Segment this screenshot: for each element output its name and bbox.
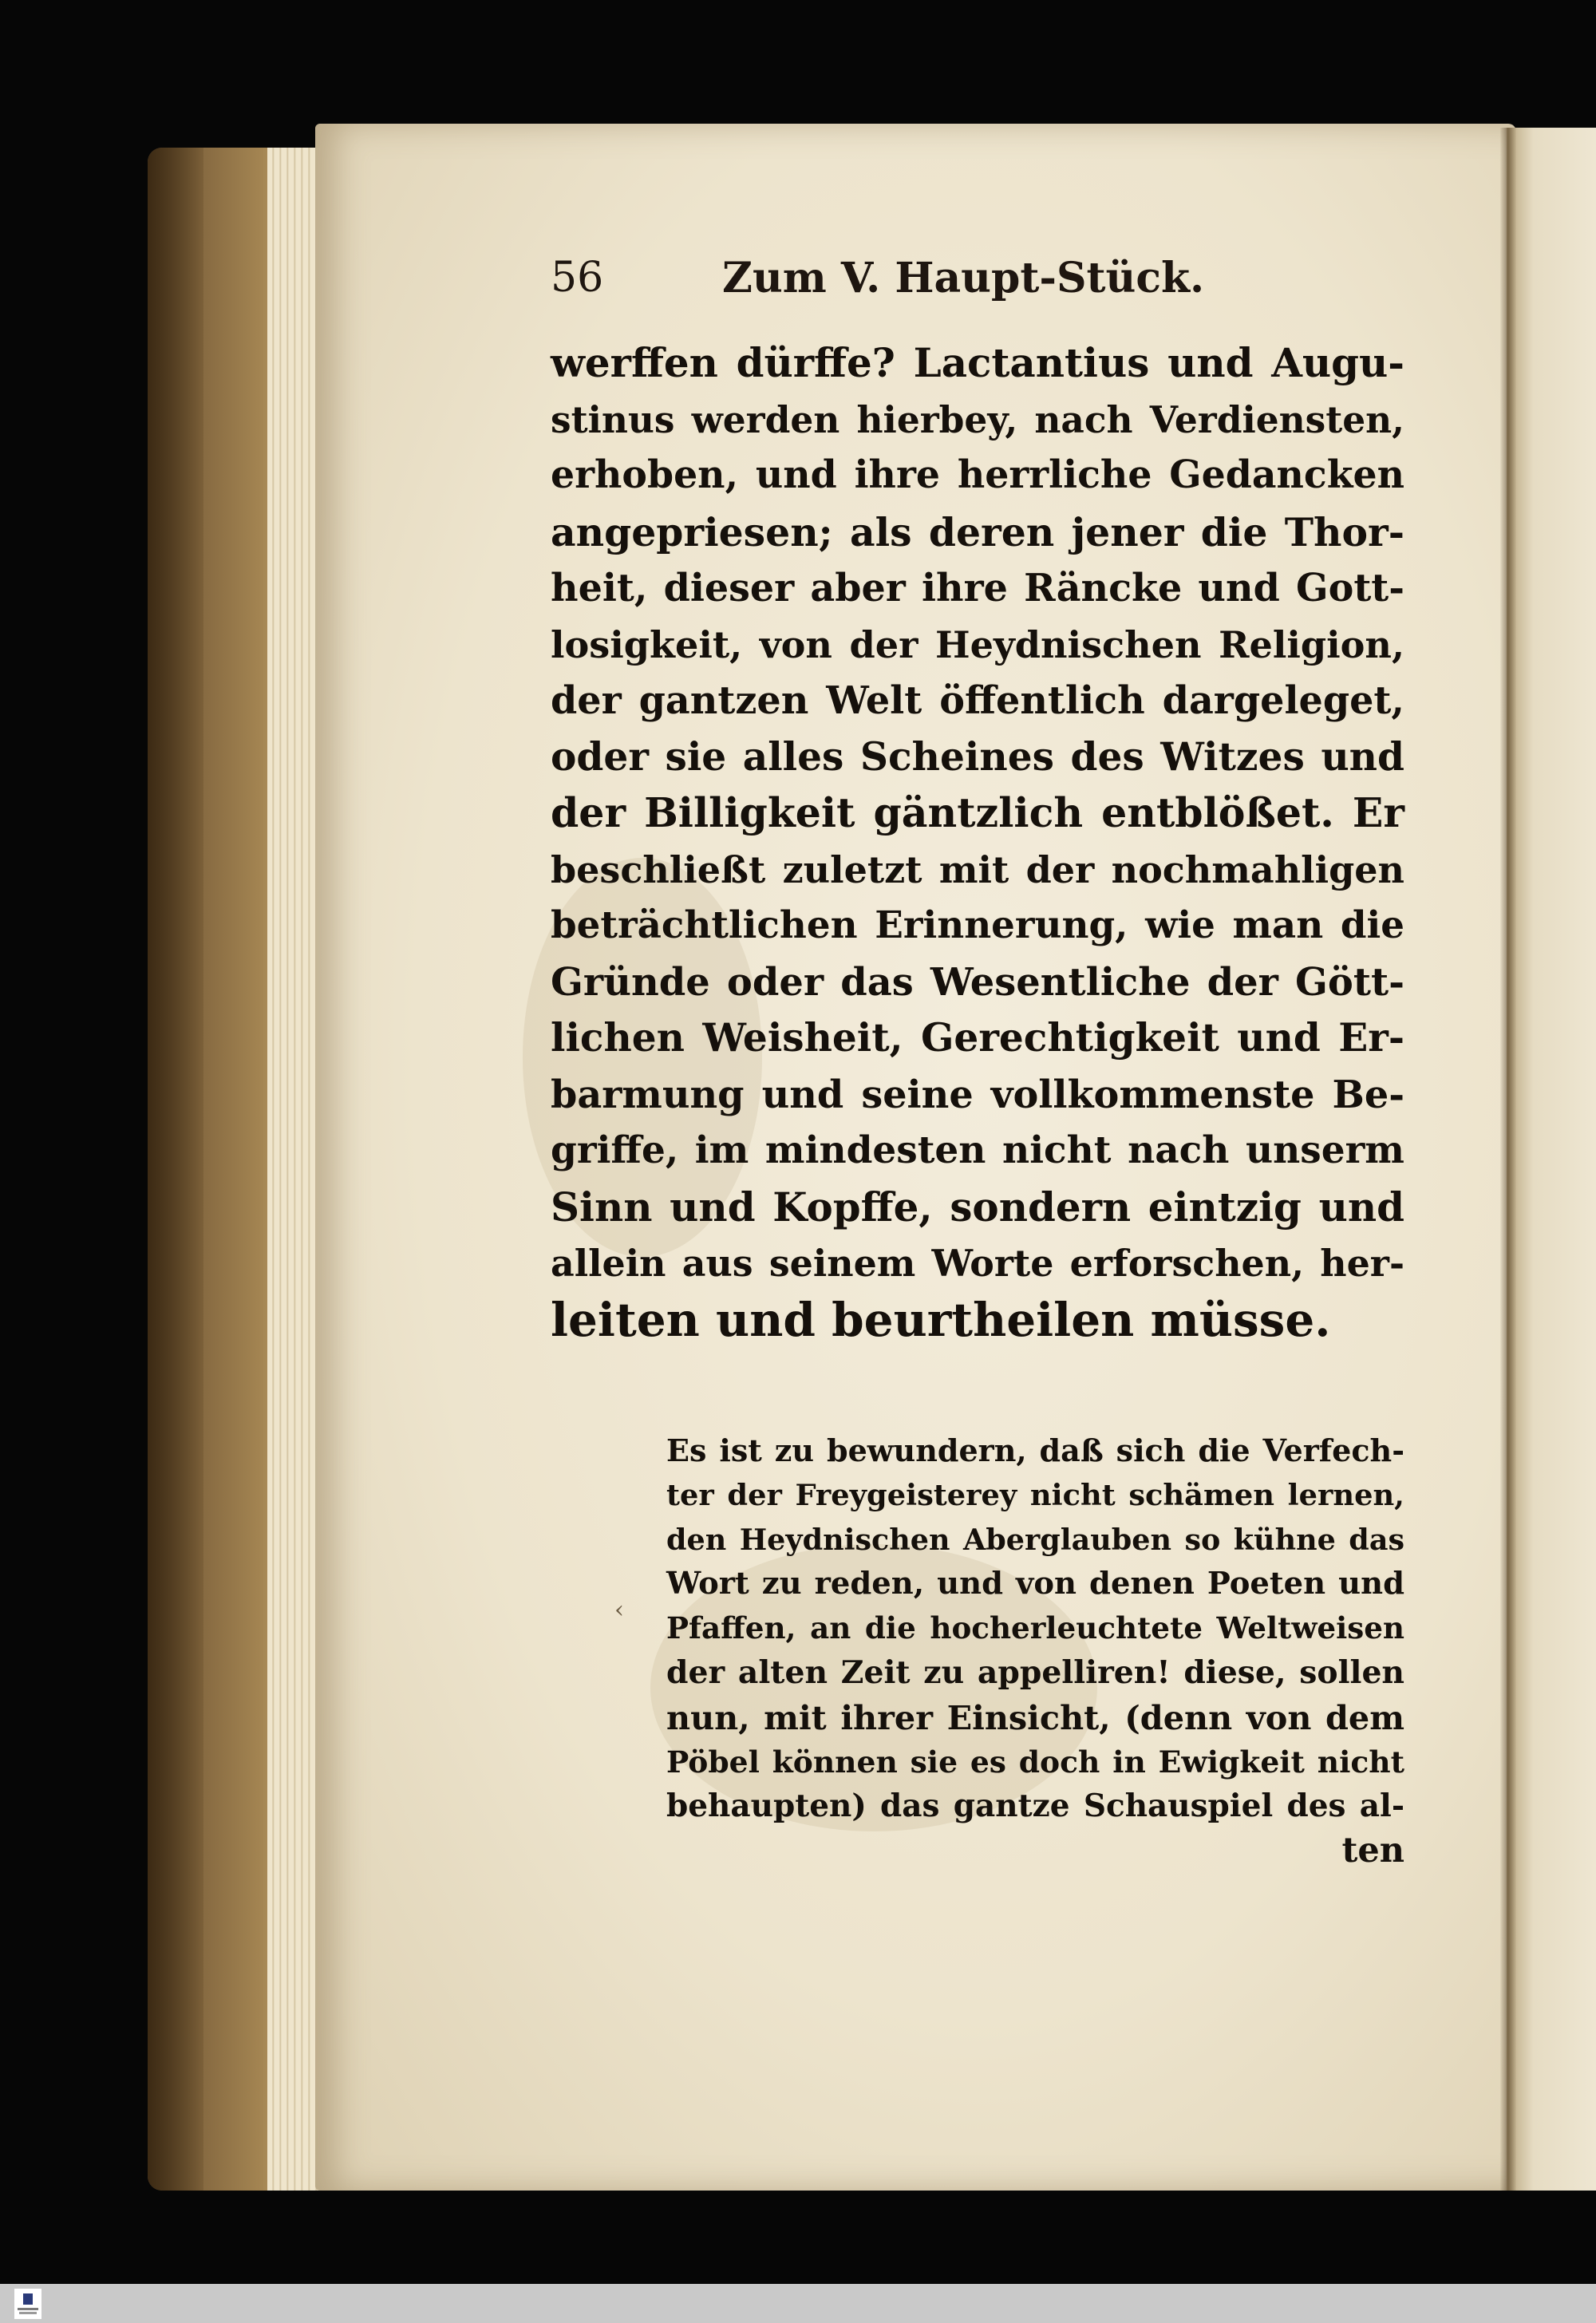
text-line: Sinn und Kopffe, sondern eintzig und [551, 1183, 1404, 1231]
logo-text-stroke [19, 2312, 37, 2314]
text-line: der Billigkeit gäntzlich entblößet. Er [551, 789, 1404, 836]
text-line: stinus werden hierbey, nach Verdiensten, [551, 397, 1404, 441]
catchword: ten [1341, 1831, 1404, 1871]
text-line: Gründe oder das Wesentliche der Gött- [551, 959, 1404, 1005]
text-line: beschließt zuletzt mit der nochmahligen [551, 847, 1404, 891]
text-line: beträchtlichen Erinnerung, wie man die [551, 903, 1404, 947]
note-line: behaupten) das gantze Schauspiel des al- [666, 1788, 1404, 1825]
facing-page-edge [1507, 128, 1596, 2191]
text-line: heit, dieser aber ihre Räncke und Gott- [551, 566, 1404, 610]
text-line: der gantzen Welt öffentlich dargeleget, [551, 678, 1404, 723]
note-line: Pöbel können sie es doch in Ewigkeit nicht [666, 1744, 1404, 1780]
viewer-footer-bar [0, 2284, 1596, 2323]
text-line: erhoben, und ihre herrliche Gedancken [551, 453, 1404, 497]
note-line: Pfaffen, an die hocherleuchtete Weltweisen [666, 1610, 1404, 1646]
text-line: angepriesen; als deren jener die Thor- [551, 508, 1404, 555]
note-line: Es ist zu bewundern, daß sich die Verfech- [666, 1432, 1404, 1468]
page-number: 56 [551, 254, 604, 302]
page-header [551, 254, 1269, 318]
running-head: Zum V. Haupt-Stück. [722, 254, 1205, 302]
logo-mark [23, 2293, 33, 2305]
text-line: leiten und beurtheilen müsse. [551, 1292, 1331, 1347]
text-line: lichen Weisheit, Gerechtigkeit und Er- [551, 1015, 1404, 1061]
main-text-block [551, 335, 1404, 1348]
library-logo-icon[interactable] [14, 2289, 41, 2319]
note-line: ter der Freygeisterey nicht schämen lernen, [666, 1476, 1404, 1512]
page-gutter [1500, 128, 1516, 2191]
note-line: nun, mit ihrer Einsicht, (denn von dem [666, 1697, 1404, 1737]
logo-text-stroke [18, 2308, 38, 2310]
text-line: losigkeit, von der Heydnischen Religion, [551, 622, 1404, 666]
text-line: allein aus seinem Worte erforschen, her- [551, 1242, 1404, 1285]
text-line: oder sie alles Scheines des Witzes und [551, 733, 1404, 780]
note-text-block [666, 1428, 1404, 1874]
text-line: werffen dürffe? Lactantius und Augu- [551, 339, 1404, 386]
note-line: Wort zu reden, und von denen Poeten und [666, 1566, 1404, 1602]
margin-mark: ‹ [614, 1596, 624, 1624]
note-line: den Heydnischen Aberglauben so kühne das [666, 1522, 1404, 1557]
text-line: griffe, im mindesten nicht nach unserm [551, 1128, 1404, 1172]
note-line: der alten Zeit zu appelliren! diese, sollen [666, 1653, 1404, 1691]
spine-shadow [148, 148, 203, 2191]
text-line: barmung und seine vollkommenste Be- [551, 1072, 1404, 1117]
